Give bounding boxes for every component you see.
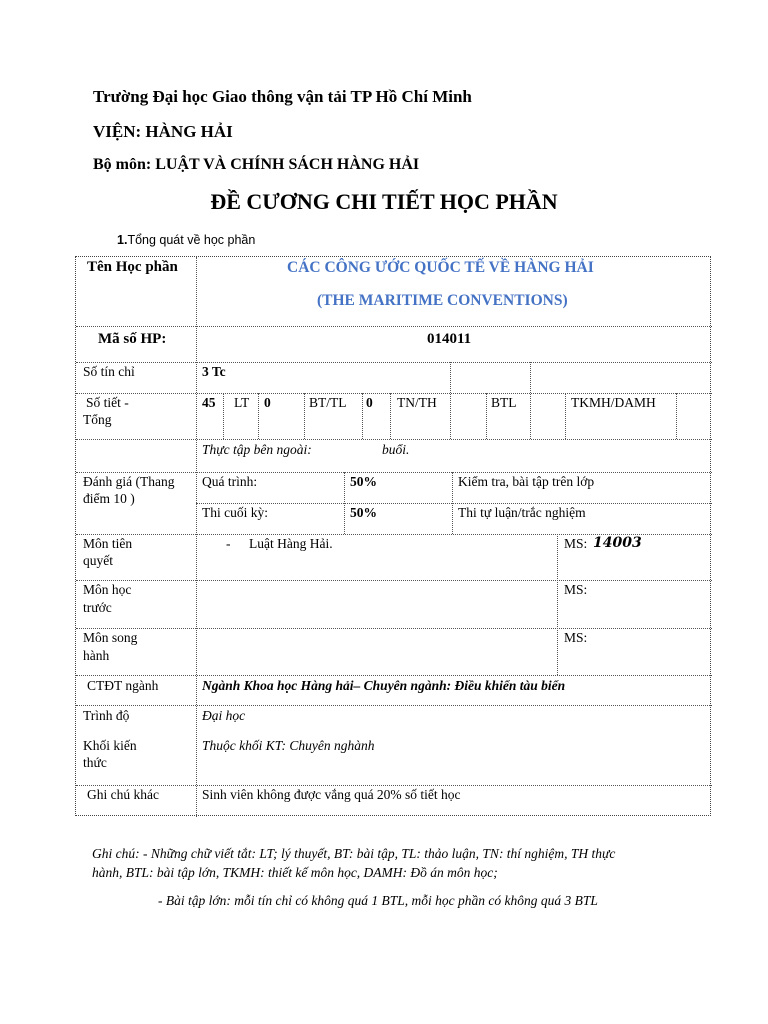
university-name: Trường Đại học Giao thông vận tải TP Hồ Chí Minh xyxy=(93,87,472,106)
prior-course-label: Môn học xyxy=(83,582,132,597)
abbreviation-note-2: hành, BTL: bài tập lớn, TKMH: thiết kế môn học, DAMH: Đồ án môn học; xyxy=(92,865,498,880)
credits-label: Số tín chỉ xyxy=(83,364,135,379)
periods-total: 45 xyxy=(202,395,216,410)
course-info-table xyxy=(75,256,711,816)
tnth-label: TN/TH xyxy=(397,395,437,410)
abbreviation-note-1: Ghi chú: - Những chữ viết tắt: LT; lý thuyết, BT: bài tập, TL: thảo luận, TN: thí nghiệm, TH thực xyxy=(92,846,616,861)
prior-course-label-2: trước xyxy=(83,600,112,615)
course-name-label: Tên Học phần xyxy=(87,259,178,275)
knowledge-label-2: thức xyxy=(83,755,107,770)
prerequisite-dash: - xyxy=(226,536,231,551)
prerequisite-course: Luật Hàng Hải. xyxy=(249,536,333,551)
knowledge-value: Thuộc khối KT: Chuyên nghành xyxy=(202,738,375,753)
course-name-en: (THE MARITIME CONVENTIONS) xyxy=(317,292,568,309)
page-title: ĐỀ CƯƠNG CHI TIẾT HỌC PHẦN xyxy=(210,189,558,214)
tkmh-label: TKMH/DAMH xyxy=(571,395,656,410)
other-notes-label: Ghi chú khác xyxy=(87,787,159,802)
internship-unit: buổi. xyxy=(382,442,410,457)
final-exam-value: 50% xyxy=(350,505,377,520)
course-name-vi: CÁC CÔNG ƯỚC QUỐC TẾ VỀ HÀNG HẢI xyxy=(287,259,594,276)
bttl-label: BT/TL xyxy=(309,395,347,410)
knowledge-label: Khối kiến xyxy=(83,738,137,753)
process-label: Quá trình: xyxy=(202,474,258,489)
btl-label: BTL xyxy=(491,395,517,410)
prerequisite-label-2: quyết xyxy=(83,553,113,568)
final-exam-method: Thi tự luận/trắc nghiệm xyxy=(458,505,586,520)
program-value: Ngành Khoa học Hàng hải– Chuyên ngành: Điều khiển tàu biển xyxy=(202,678,566,693)
parallel-course-label-2: hành xyxy=(83,648,110,663)
lt-label: LT xyxy=(234,395,250,410)
process-method: Kiểm tra, bài tập trên lớp xyxy=(458,474,595,489)
parallel-course-label: Môn song xyxy=(83,630,138,645)
periods-label: Số tiết - xyxy=(86,395,129,410)
department-name: Bộ môn: LUẬT VÀ CHÍNH SÁCH HÀNG HẢI xyxy=(93,156,420,173)
prerequisite-ms-value: 14003 xyxy=(593,535,642,551)
assessment-label: Đánh giá (Thang xyxy=(83,474,175,489)
periods-label-total: Tổng xyxy=(83,412,112,427)
section-number: 1. xyxy=(117,233,128,247)
internship-label: Thực tập bên ngoài: xyxy=(202,442,312,457)
program-label: CTĐT ngành xyxy=(87,678,159,693)
level-value: Đại học xyxy=(202,708,246,723)
final-exam-label: Thi cuối kỳ: xyxy=(202,505,268,520)
process-value: 50% xyxy=(350,474,377,489)
prerequisite-label: Môn tiên xyxy=(83,536,133,551)
parallel-course-ms-label: MS: xyxy=(564,630,588,645)
credits-value: 3 Tc xyxy=(202,364,226,379)
assignment-note: - Bài tập lớn: mỗi tín chỉ có không quá 1 BTL, mỗi học phần có không quá 3 BTL xyxy=(158,893,598,908)
assessment-scale: điểm 10 ) xyxy=(83,491,135,506)
prior-course-ms-label: MS: xyxy=(564,582,588,597)
section-heading xyxy=(117,233,255,247)
course-code-value: 014011 xyxy=(427,331,472,347)
bttl-value: 0 xyxy=(366,395,373,410)
prerequisite-ms-label: MS: xyxy=(564,536,588,551)
level-label: Trình độ xyxy=(83,708,130,723)
course-code-label: Mã số HP: xyxy=(98,331,167,347)
other-notes-value: Sinh viên không được vắng quá 20% số tiết học xyxy=(202,787,461,802)
institute-name: VIỆN: HÀNG HẢI xyxy=(93,122,233,141)
section-label: Tổng quát về học phần xyxy=(127,233,256,247)
lt-value: 0 xyxy=(264,395,271,410)
